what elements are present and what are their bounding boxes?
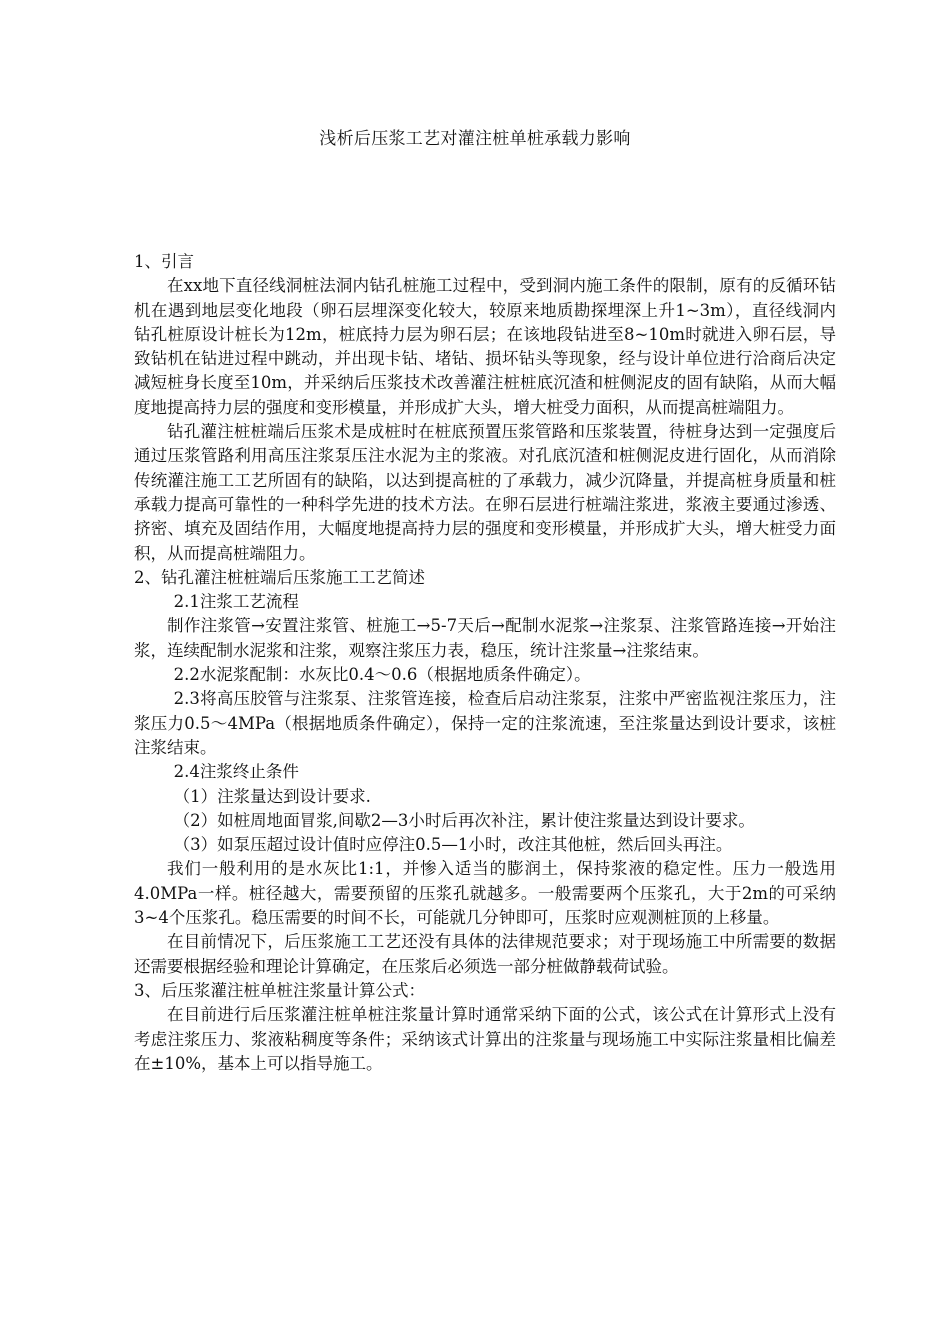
subsection-heading: 2.1注浆工艺流程 [173,592,299,612]
section-heading: 3、后压浆灌注桩单桩注浆量计算公式： [134,980,425,1000]
document-title: 浅析后压浆工艺对灌注桩单桩承载力影响 [319,129,631,149]
list-item: （3）如泵压超过设计值时应停注0.5—1小时，改注其他桩，然后回头再注。 [173,835,733,855]
paragraph: 钻孔灌注桩桩端后压浆术是成桩时在桩底预置压浆管路和压浆装置，待桩身达到一定强度后通过压浆管路利用高压注浆泵压注水泥为主的浆液。对孔底沉渣和桩侧泥皮进行固化，从而消除传统灌注施工工艺所固有的缺陷，以达到提高桩的了承载力，减少沉降量，并提高桩身质量和桩承载力提高可靠性的一种科学先进的技术方法。在卵石层进行桩端注浆进，浆液主要通过渗透、挤密、填充及固结作用，大幅度地提高持力层的强度和变形模量，并形成扩大头，增大桩受力面积，从而提高桩端阻力。 [134,422,836,563]
paragraph: 在目前进行后压浆灌注桩单桩注浆量计算时通常采纳下面的公式，该公式在计算形式上没有考虑注浆压力、浆液粘稠度等条件；采纳该式计算出的注浆量与现场施工中实际注浆量相比偏差在±10%，基本上可以指导施工。 [134,1005,836,1073]
list-item: （1）注浆量达到设计要求. [173,786,371,806]
document-body [134,250,836,1076]
section-heading: 1、引言 [134,252,194,271]
paragraph: 制作注浆管→安置注浆管、桩施工→5-7天后→配制水泥浆→注浆泵、注浆管路连接→开始注浆，连续配制水泥浆和注浆，观察注浆压力表，稳压，统计注浆量→注浆结束。 [134,616,836,660]
subsection-heading: 2.4注浆终止条件 [173,762,299,782]
paragraph: 我们一般利用的是水灰比1:1，并惨入适当的膨润土，保持浆液的稳定性。压力一般选用4.0MPa一样。桩径越大，需要预留的压浆孔就越多。一般需要两个压浆孔，大于2m的可采纳3~4个压浆孔。稳压需要的时间不长，可能就几分钟即可，压浆时应观测桩顶的上移量。 [134,859,836,928]
paragraph: 在xx地下直径线洞桩法洞内钻孔桩施工过程中，受到洞内施工条件的限制，原有的反循环钻机在遇到地层变化地段（卵石层埋深变化较大，较原来地质勘探埋深上升1~3m），直径线洞内钻孔桩原设计桩长为12m，桩底持力层为卵石层；在该地段钻进至8~10m时就进入卵石层，导致钻机在钻进过程中跳动，并出现卡钻、堵钻、损坏钻头等现象，经与设计单位进行洽商后决定减短桩身长度至10m，并采纳后压浆技术改善灌注桩桩底沉渣和桩侧泥皮的固有缺陷，从而大幅度地提高持力层的强度和变形模量，并形成扩大头，增大桩受力面积，从而提高桩端阻力。 [134,276,836,417]
list-item: （2）如桩周地面冒浆,间歇2—3小时后再次补注，累计使注浆量达到设计要求。 [173,810,755,830]
subsection-paragraph: 2.3将高压胶管与注浆泵、注浆管连接，检查后启动注浆泵，注浆中严密监视注浆压力，注浆压力0.5～4MPa（根据地质条件确定），保持一定的注浆流速，至注浆量达到设计要求，该桩注浆结束。 [134,689,836,757]
paragraph: 在目前情况下，后压浆施工工艺还没有具体的法律规范要求；对于现场施工中所需要的数据还需要根据经验和理论计算确定，在压浆后必须选一部分桩做静载荷试验。 [134,932,836,976]
section-heading: 2、钻孔灌注桩桩端后压浆施工工艺简述 [134,567,425,587]
subsection-paragraph: 2.2水泥浆配制：水灰比0.4～0.6（根据地质条件确定）。 [173,665,591,685]
